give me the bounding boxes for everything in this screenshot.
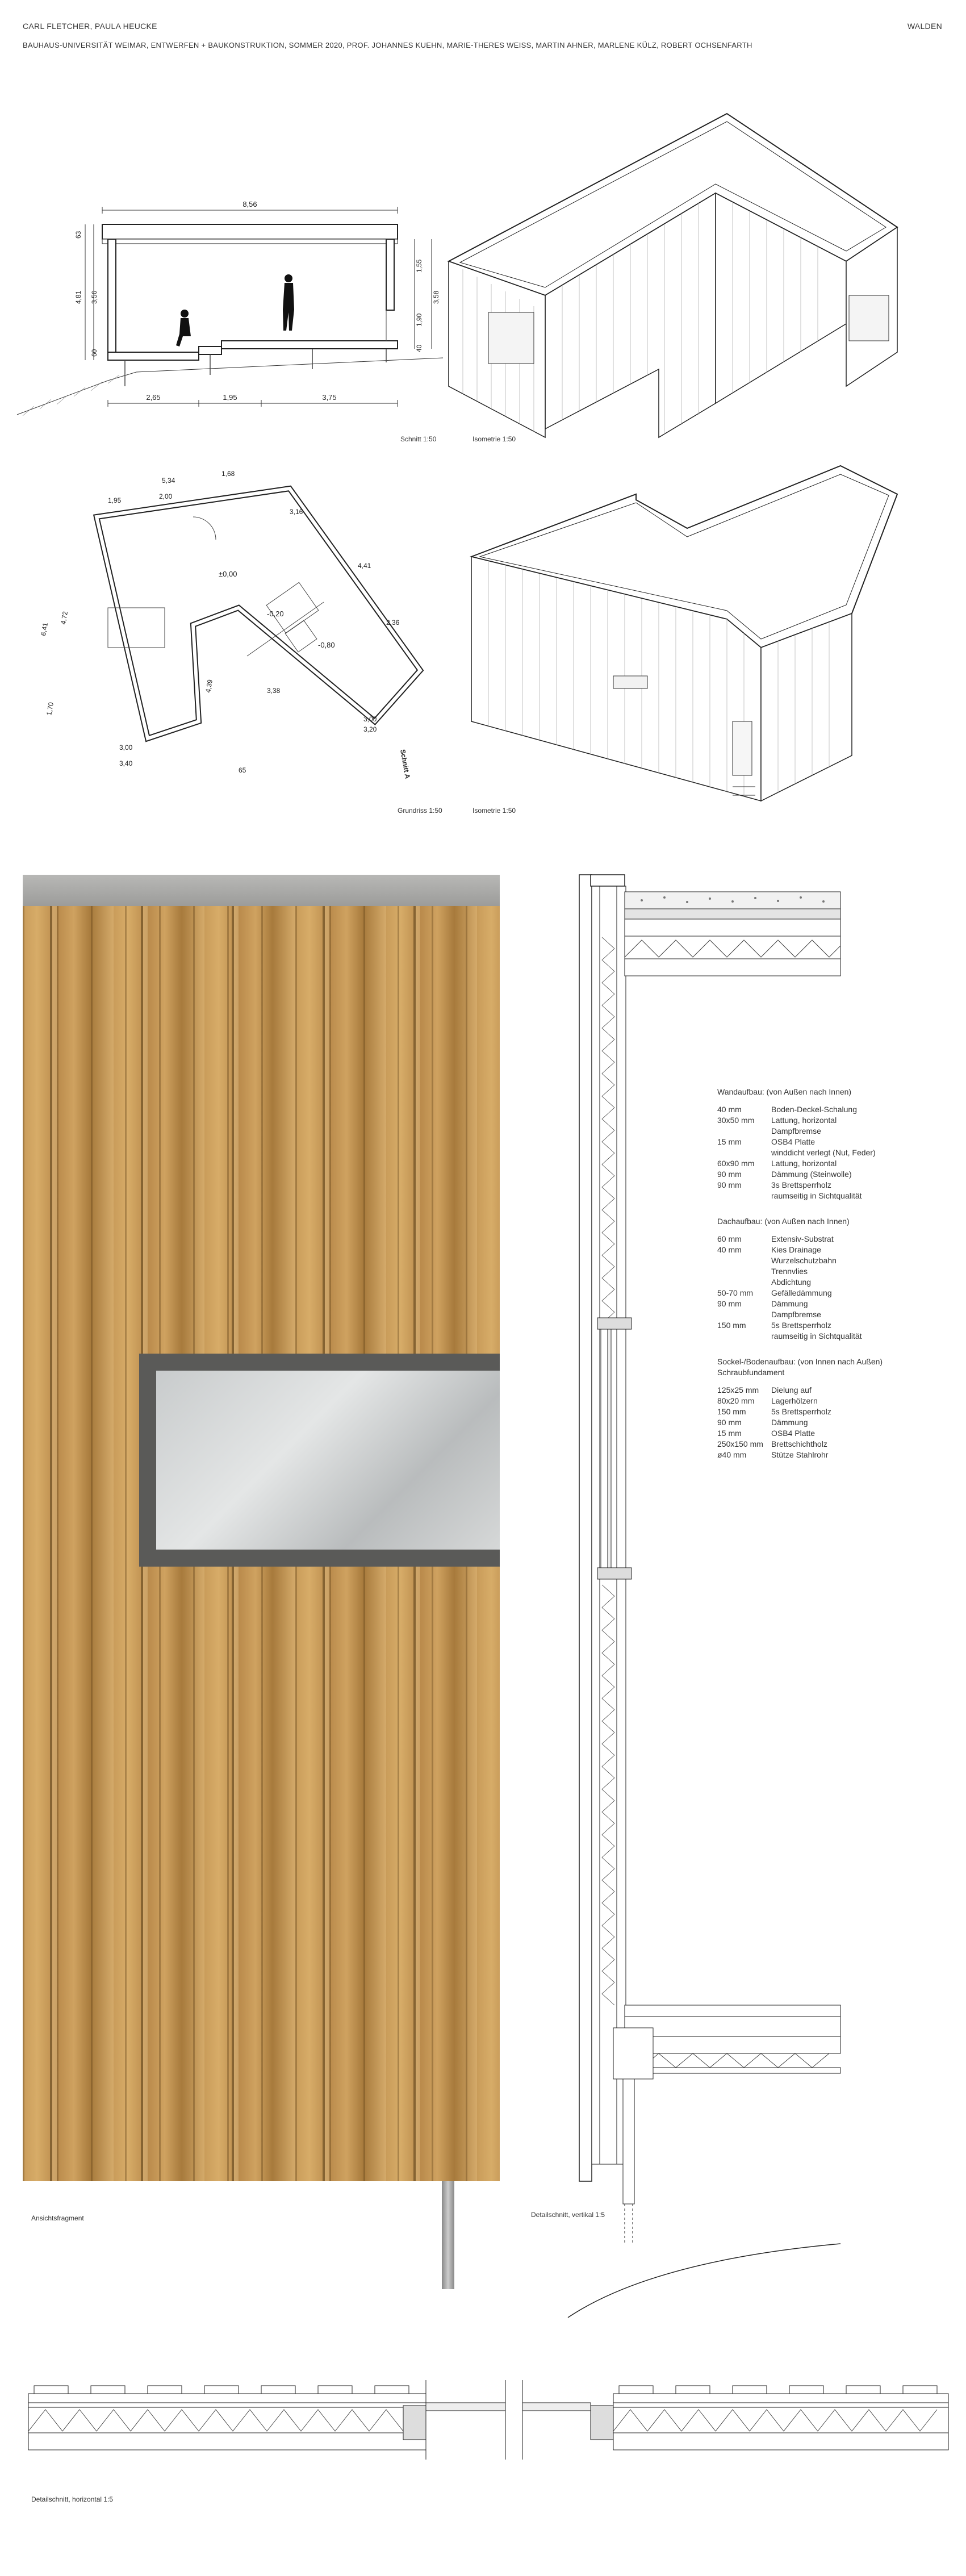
spec-roof-thickness bbox=[717, 1309, 771, 1320]
isometric-view-1 bbox=[449, 108, 897, 449]
dim-left-3: 4,81 bbox=[74, 290, 82, 304]
spec-roof-thickness bbox=[717, 1266, 771, 1277]
spec-roof bbox=[717, 1216, 956, 1342]
spec-base-thickness: 80x20 mm bbox=[717, 1396, 755, 1405]
dim-right-1: 1,55 bbox=[415, 259, 423, 273]
spec-roof-desc: 5s Brettsperrholz bbox=[771, 1321, 831, 1330]
spec-wall-thickness: 15 mm bbox=[717, 1137, 742, 1146]
spec-roof-thickness bbox=[717, 1277, 771, 1288]
spec-wall-desc: raumseitig in Sichtqualität bbox=[771, 1191, 862, 1200]
spec-roof-desc: Kies Drainage bbox=[771, 1245, 821, 1254]
spec-base-subtitle: Schraubfundament bbox=[717, 1368, 785, 1377]
spec-wall-desc: Lattung, horizontal bbox=[771, 1116, 837, 1125]
plan-dim-14: 4,39 bbox=[204, 679, 215, 694]
dim-right-3: 3,58 bbox=[432, 290, 440, 304]
level-2: -0,20 bbox=[267, 609, 284, 618]
spec-base-desc: Dielung auf bbox=[771, 1385, 812, 1395]
caption-schnitt: Schnitt 1:50 bbox=[400, 435, 437, 443]
plan-dim-6: 6,41 bbox=[39, 622, 50, 637]
floor-plan bbox=[23, 454, 432, 795]
project-title: WALDEN bbox=[907, 22, 942, 31]
caption-ansicht: Ansichtsfragment bbox=[31, 2214, 84, 2222]
spec-wall-thickness: 40 mm bbox=[717, 1105, 742, 1114]
dim-left-1: 63 bbox=[74, 231, 82, 239]
plan-dim-2: 1,68 bbox=[221, 470, 235, 478]
window-glass bbox=[156, 1371, 500, 1550]
spec-roof-desc: raumseitig in Sichtqualität bbox=[771, 1331, 862, 1341]
steel-post bbox=[442, 2181, 454, 2289]
plan-dim-13: 3,38 bbox=[267, 687, 281, 695]
dim-bottom-2: 1,95 bbox=[223, 393, 237, 402]
plan-dim-1: 5,34 bbox=[162, 477, 175, 485]
dim-top: 8,56 bbox=[242, 200, 257, 208]
spec-base-desc: 5s Brettsperrholz bbox=[771, 1407, 831, 1416]
isometric-view-2 bbox=[466, 460, 897, 824]
spec-base-thickness: 15 mm bbox=[717, 1429, 742, 1438]
spec-roof-desc: Dämmung bbox=[771, 1299, 808, 1308]
caption-detail-horizontal: Detailschnitt, horizontal 1:5 bbox=[31, 2495, 114, 2503]
elevation-fragment bbox=[23, 875, 500, 2181]
spec-wall-thickness bbox=[717, 1191, 771, 1201]
spec-base-desc: Lagerhölzern bbox=[771, 1396, 818, 1405]
spec-wall-desc: 3s Brettsperrholz bbox=[771, 1180, 831, 1189]
spec-wall-thickness: 90 mm bbox=[717, 1170, 742, 1179]
spec-roof-title: Dachaufbau: (von Außen nach Innen) bbox=[717, 1217, 850, 1226]
plan-dim-11: 4,41 bbox=[358, 562, 371, 570]
caption-isometrie-2: Isometrie 1:50 bbox=[472, 807, 516, 815]
plan-dim-10: 3,40 bbox=[119, 759, 133, 767]
section-drawing bbox=[17, 182, 449, 432]
dim-bottom-3: 3,75 bbox=[322, 393, 337, 402]
spec-wall-desc: Lattung, horizontal bbox=[771, 1159, 837, 1168]
spec-list bbox=[717, 1087, 956, 1475]
concrete-cap bbox=[23, 875, 500, 906]
dim-right-4: 40 bbox=[415, 344, 423, 352]
caption-detail-vertical: Detailschnitt, vertikal 1:5 bbox=[531, 2211, 605, 2219]
spec-base-desc: Dämmung bbox=[771, 1418, 808, 1427]
spec-roof-thickness bbox=[717, 1331, 771, 1342]
spec-wall-title: Wandaufbau: (von Außen nach Innen) bbox=[717, 1087, 852, 1096]
dim-bottom-1: 2,65 bbox=[146, 393, 161, 402]
spec-wall-thickness: 90 mm bbox=[717, 1180, 742, 1189]
spec-wall-desc: Boden-Deckel-Schalung bbox=[771, 1105, 857, 1114]
spec-roof-thickness: 60 mm bbox=[717, 1234, 742, 1243]
spec-roof-thickness: 150 mm bbox=[717, 1321, 746, 1330]
plan-dim-8: 1,70 bbox=[45, 702, 56, 716]
plan-dim-12: 2,36 bbox=[386, 619, 400, 627]
plan-dim-15: 3,00 bbox=[363, 715, 377, 723]
caption-grundriss: Grundriss 1:50 bbox=[398, 807, 442, 815]
spec-roof-desc: Abdichtung bbox=[771, 1277, 812, 1287]
spec-roof-thickness: 50-70 mm bbox=[717, 1288, 754, 1297]
spec-base-desc: OSB4 Platte bbox=[771, 1429, 816, 1438]
spec-wall-thickness: 60x90 mm bbox=[717, 1159, 755, 1168]
spec-base-title: Sockel-/Bodenaufbau: (von Innen nach Außen) bbox=[717, 1357, 883, 1366]
caption-isometrie-1: Isometrie 1:50 bbox=[472, 435, 516, 443]
spec-base-thickness: 150 mm bbox=[717, 1407, 746, 1416]
plan-dim-4: 2,00 bbox=[159, 492, 173, 500]
spec-roof-desc: Wurzelschutzbahn bbox=[771, 1256, 837, 1265]
spec-base-thickness: 250x150 mm bbox=[717, 1439, 763, 1448]
spec-base-desc: Stütze Stahlrohr bbox=[771, 1450, 829, 1459]
spec-roof-desc: Extensiv-Substrat bbox=[771, 1234, 834, 1243]
spec-roof-thickness: 40 mm bbox=[717, 1245, 742, 1254]
spec-wall-thickness: 30x50 mm bbox=[717, 1116, 755, 1125]
spec-roof-desc: Trennvlies bbox=[771, 1267, 808, 1276]
spec-base-desc: Brettschichtholz bbox=[771, 1439, 827, 1448]
spec-wall bbox=[717, 1087, 956, 1201]
plan-dim-9: 3,00 bbox=[119, 744, 133, 751]
spec-roof-thickness bbox=[717, 1255, 771, 1266]
plan-dim-7: 4,72 bbox=[59, 611, 70, 625]
spec-wall-desc: OSB4 Platte bbox=[771, 1137, 816, 1146]
plan-dim-16: 3,20 bbox=[363, 725, 377, 733]
spec-base-thickness: 125x25 mm bbox=[717, 1385, 759, 1395]
dim-right-2: 1,90 bbox=[415, 313, 423, 327]
horizontal-detail-section bbox=[28, 2374, 948, 2488]
spec-roof-desc: Gefälledämmung bbox=[771, 1288, 832, 1297]
level-3: -0,80 bbox=[318, 641, 335, 649]
spec-roof-desc: Dampfbremse bbox=[771, 1310, 821, 1319]
plan-dim-3: 1,95 bbox=[108, 496, 122, 504]
dim-left-2: 3,56 bbox=[90, 290, 98, 304]
spec-wall-thickness bbox=[717, 1126, 771, 1137]
spec-wall-desc: Dampfbremse bbox=[771, 1126, 821, 1135]
course-info: BAUHAUS-UNIVERSITÄT WEIMAR, ENTWERFEN + BAUKONSTRUKTION, SOMMER 2020, PROF. JOHANNES KUEHN, MARIE-THERES WEISS, MARTIN AHNER, MARLENE KÜLZ, ROBERT OCHSENFARTH bbox=[23, 41, 752, 49]
spec-wall-desc: winddicht verlegt (Nut, Feder) bbox=[771, 1148, 876, 1157]
section-marker: Schnitt A bbox=[399, 749, 412, 779]
plan-dim-5: 3,16 bbox=[290, 508, 303, 516]
authors: CARL FLETCHER, PAULA HEUCKE bbox=[23, 22, 157, 31]
spec-wall-thickness bbox=[717, 1147, 771, 1158]
plan-dim-17: 65 bbox=[239, 766, 246, 774]
dim-left-4: 60 bbox=[90, 349, 98, 357]
spec-base-thickness: ø40 mm bbox=[717, 1450, 747, 1459]
spec-roof-thickness: 90 mm bbox=[717, 1299, 742, 1308]
spec-base bbox=[717, 1356, 956, 1460]
level-1: ±0,00 bbox=[219, 570, 237, 578]
spec-wall-desc: Dämmung (Steinwolle) bbox=[771, 1170, 852, 1179]
spec-base-thickness: 90 mm bbox=[717, 1418, 742, 1427]
